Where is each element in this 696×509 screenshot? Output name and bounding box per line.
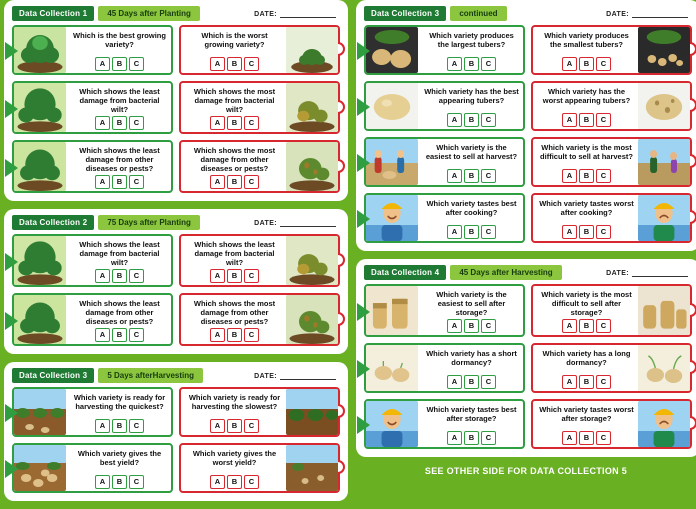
answer-choice-a[interactable]: A (210, 116, 225, 130)
question-row (364, 343, 692, 393)
question-body (418, 83, 523, 129)
question-unit[interactable] (364, 193, 525, 243)
question-unit[interactable] (179, 443, 340, 493)
date-input-line[interactable] (280, 9, 336, 18)
block-data-collection-2 (4, 209, 348, 354)
block-tag: Data Collection 3 (364, 6, 446, 21)
block-tag: Data Collection 4 (364, 265, 446, 280)
answer-choice-b[interactable]: B (227, 419, 242, 433)
question-body (66, 236, 171, 285)
answer-choice-b[interactable]: B (227, 116, 242, 130)
answer-choice-b[interactable]: B (464, 431, 479, 445)
question-thumbnail-storage-sacks-easy (366, 286, 418, 335)
answer-choice-b[interactable]: B (464, 57, 479, 71)
block-subtitle: 5 Days afterHarvesting (98, 368, 203, 383)
question-text: Which is the worst growing variety? (201, 31, 268, 49)
answer-choice-c[interactable]: C (481, 375, 496, 389)
question-thumbnail-person-tasting-good (366, 401, 418, 447)
question-unit[interactable] (531, 137, 692, 187)
question-text: Which variety tastes worst after storage? (539, 405, 634, 423)
answer-choices[interactable] (185, 116, 284, 130)
question-unit[interactable] (364, 343, 525, 393)
answer-choice-c[interactable]: C (481, 57, 496, 71)
answer-choice-b[interactable]: B (112, 116, 127, 130)
answer-choice-a[interactable]: A (447, 225, 462, 239)
question-body (66, 83, 171, 132)
question-unit[interactable] (364, 399, 525, 449)
question-unit[interactable] (179, 140, 340, 193)
question-thumbnail-tubers-large (366, 27, 418, 73)
question-body (181, 236, 286, 285)
answer-choices[interactable] (70, 269, 169, 283)
question-text: Which shows the least damage from bacterial wilt? (194, 240, 275, 267)
best-marker-triangle-icon (357, 210, 373, 226)
answer-choice-b[interactable]: B (112, 419, 127, 433)
question-thumbnail-person-tasting-good (366, 195, 418, 241)
answer-choice-a[interactable]: A (210, 57, 225, 71)
answer-choice-b[interactable]: B (579, 169, 594, 183)
answer-choices[interactable] (185, 57, 284, 71)
question-text: Which shows the least damage from other diseases or pests? (79, 299, 160, 326)
answer-choices[interactable] (70, 57, 169, 71)
question-row (12, 140, 340, 193)
date-label: DATE: (254, 220, 277, 227)
question-row (364, 399, 692, 449)
question-text: Which variety is the most difficult to sell at harvest? (540, 143, 633, 161)
answer-choice-c[interactable]: C (244, 116, 259, 130)
answer-choice-a[interactable]: A (562, 169, 577, 183)
question-text: Which shows the least damage from bacterial wilt? (79, 240, 160, 267)
best-marker-triangle-icon (5, 159, 21, 175)
answer-choice-b[interactable]: B (112, 475, 127, 489)
question-unit[interactable] (12, 25, 173, 75)
answer-choice-a[interactable]: A (210, 419, 225, 433)
answer-choice-a[interactable]: A (562, 319, 577, 333)
best-marker-triangle-icon (5, 42, 21, 58)
answer-choices[interactable] (422, 169, 521, 183)
question-thumbnail-field-yield-poor (286, 445, 338, 491)
date-label: DATE: (606, 270, 629, 277)
answer-choice-a[interactable]: A (562, 375, 577, 389)
question-thumbnail-potato-plant-leafy (14, 236, 66, 285)
question-unit[interactable] (364, 284, 525, 337)
question-text: Which shows the least damage from other diseases or pests? (79, 146, 160, 173)
question-text: Which variety has a short dormancy? (426, 349, 517, 367)
answer-choice-b[interactable]: B (227, 328, 242, 342)
question-unit[interactable] (12, 387, 173, 437)
question-body (181, 83, 286, 132)
question-unit[interactable] (12, 140, 173, 193)
answer-choice-a[interactable]: A (447, 113, 462, 127)
answer-choices[interactable] (537, 319, 636, 333)
answer-choice-c[interactable]: C (244, 419, 259, 433)
answer-choice-b[interactable]: B (579, 57, 594, 71)
answer-choice-b[interactable]: B (464, 113, 479, 127)
question-body (66, 389, 171, 435)
answer-choice-b[interactable]: B (464, 375, 479, 389)
answer-choice-a[interactable]: A (447, 169, 462, 183)
answer-choices[interactable] (422, 57, 521, 71)
answer-choice-c[interactable]: C (244, 475, 259, 489)
question-body (181, 142, 286, 191)
answer-choices[interactable] (70, 328, 169, 342)
answer-choices[interactable] (422, 431, 521, 445)
question-unit[interactable] (179, 81, 340, 134)
question-text: Which variety produces the smallest tubers? (544, 31, 629, 49)
answer-choice-c[interactable]: C (596, 319, 611, 333)
answer-choice-a[interactable]: A (210, 175, 225, 189)
question-text: Which variety is the most difficult to sell after storage? (541, 290, 632, 317)
answer-choice-b[interactable]: B (112, 328, 127, 342)
answer-choice-b[interactable]: B (227, 269, 242, 283)
answer-choices[interactable] (70, 175, 169, 189)
question-text: Which variety tastes best after storage? (426, 405, 517, 423)
answer-choice-b[interactable]: B (227, 57, 242, 71)
question-body (533, 139, 638, 185)
answer-choice-b[interactable]: B (112, 57, 127, 71)
answer-choice-c[interactable]: C (244, 328, 259, 342)
question-row (12, 443, 340, 493)
question-body (181, 445, 286, 491)
answer-choice-c[interactable]: C (244, 175, 259, 189)
question-body (533, 286, 638, 335)
answer-choices[interactable] (70, 419, 169, 433)
best-marker-triangle-icon (357, 360, 373, 376)
block-tag: Data Collection 3 (12, 368, 94, 383)
date-field[interactable] (606, 268, 692, 277)
question-thumbnail-potato-plant-poor (286, 27, 338, 73)
question-text: Which variety gives the worst yield? (192, 449, 277, 467)
answer-choices[interactable] (537, 113, 636, 127)
answer-choices[interactable] (422, 225, 521, 239)
answer-choices[interactable] (185, 328, 284, 342)
question-body (181, 27, 286, 73)
answer-choice-c[interactable]: C (129, 116, 144, 130)
question-row (12, 234, 340, 287)
answer-choice-c[interactable]: C (244, 57, 259, 71)
left-column (4, 0, 348, 509)
best-marker-triangle-icon (5, 253, 21, 269)
block-header (12, 368, 340, 383)
question-text: Which variety tastes best after cooking? (426, 199, 517, 217)
question-row (364, 284, 692, 337)
question-text: Which variety tastes worst after cooking? (539, 199, 634, 217)
question-thumbnail-field-harvest-ready (14, 389, 66, 435)
best-marker-triangle-icon (357, 154, 373, 170)
question-row (364, 25, 692, 75)
block-subtitle: 45 Days after Harvesting (450, 265, 561, 280)
answer-choices[interactable] (185, 419, 284, 433)
question-thumbnail-potato-plant-green (14, 142, 66, 191)
date-label: DATE: (254, 373, 277, 380)
question-unit[interactable] (179, 234, 340, 287)
block-header (364, 6, 692, 21)
question-thumbnail-potato-plant-healthy (14, 27, 66, 73)
answer-choices[interactable] (422, 375, 521, 389)
question-thumbnail-potato-plant-green (14, 295, 66, 344)
date-input-line[interactable] (632, 268, 688, 277)
date-field[interactable] (606, 9, 692, 18)
question-text: Which variety is ready for harvesting the quickest? (73, 393, 166, 411)
question-body (66, 295, 171, 344)
question-thumbnail-potato-plant-wilted (286, 236, 338, 285)
question-text: Which shows the most damage from other diseases or pests? (193, 146, 276, 173)
question-unit[interactable] (531, 25, 692, 75)
answer-choice-a[interactable]: A (562, 431, 577, 445)
answer-choices[interactable] (537, 431, 636, 445)
footer-note: SEE OTHER SIDE FOR DATA COLLECTION 5 (424, 466, 628, 476)
right-column (356, 0, 696, 465)
best-marker-triangle-icon (5, 460, 21, 476)
question-thumbnail-person-tasting-bad (638, 401, 690, 447)
answer-choice-a[interactable]: A (95, 57, 110, 71)
question-unit[interactable] (12, 81, 173, 134)
question-row (364, 81, 692, 131)
answer-choice-a[interactable]: A (447, 57, 462, 71)
answer-choice-c[interactable]: C (596, 169, 611, 183)
question-thumbnail-person-tasting-bad (638, 195, 690, 241)
question-thumbnail-tubers-small (638, 27, 690, 73)
question-body (533, 83, 638, 129)
answer-choice-c[interactable]: C (481, 319, 496, 333)
block-subtitle: 75 Days after Planting (98, 215, 200, 230)
answer-choice-c[interactable]: C (129, 269, 144, 283)
question-unit[interactable] (364, 81, 525, 131)
answer-choice-b[interactable]: B (227, 475, 242, 489)
question-unit[interactable] (531, 343, 692, 393)
question-thumbnail-field-yield-good (14, 445, 66, 491)
date-field[interactable] (254, 218, 340, 227)
block-subtitle: continued (450, 6, 506, 21)
date-label: DATE: (254, 11, 277, 18)
answer-choice-b[interactable]: B (579, 375, 594, 389)
answer-choice-a[interactable]: A (95, 328, 110, 342)
question-unit[interactable] (179, 387, 340, 437)
question-body (418, 345, 523, 391)
answer-choice-a[interactable]: A (447, 375, 462, 389)
answer-choice-b[interactable]: B (112, 175, 127, 189)
answer-choice-c[interactable]: C (596, 431, 611, 445)
question-text: Which is the best growing variety? (73, 31, 166, 49)
question-unit[interactable] (531, 284, 692, 337)
question-thumbnail-market-selling-hard (638, 139, 690, 185)
question-unit[interactable] (364, 137, 525, 187)
answer-choice-a[interactable]: A (95, 475, 110, 489)
answer-choice-a[interactable]: A (562, 57, 577, 71)
answer-choice-a[interactable]: A (95, 419, 110, 433)
question-body (418, 195, 523, 241)
question-thumbnail-market-selling-easy (366, 139, 418, 185)
answer-choice-b[interactable]: B (112, 269, 127, 283)
answer-choices[interactable] (70, 116, 169, 130)
question-unit[interactable] (12, 234, 173, 287)
answer-choice-c[interactable]: C (481, 431, 496, 445)
question-thumbnail-field-harvest-slow (286, 389, 338, 435)
question-text: Which variety has the best appearing tubers? (424, 87, 519, 105)
question-thumbnail-tubers-sprouting-short (366, 345, 418, 391)
block-data-collection-1 (4, 0, 348, 201)
answer-choice-a[interactable]: A (95, 269, 110, 283)
question-thumbnail-potato-plant-damaged (286, 142, 338, 191)
answer-choice-c[interactable]: C (481, 169, 496, 183)
answer-choice-c[interactable]: C (129, 475, 144, 489)
block-tag: Data Collection 1 (12, 6, 94, 21)
block-header (12, 215, 340, 230)
question-unit[interactable] (531, 81, 692, 131)
answer-choice-b[interactable]: B (227, 175, 242, 189)
block-header (364, 265, 692, 280)
question-row (12, 293, 340, 346)
answer-choice-c[interactable]: C (596, 375, 611, 389)
question-unit[interactable] (179, 293, 340, 346)
date-input-line[interactable] (280, 218, 336, 227)
question-thumbnail-tuber-rough (638, 83, 690, 129)
block-header (12, 6, 340, 21)
best-marker-triangle-icon (5, 404, 21, 420)
answer-choices[interactable] (537, 225, 636, 239)
date-field[interactable] (254, 371, 340, 380)
date-input-line[interactable] (632, 9, 688, 18)
answer-choice-c[interactable]: C (481, 225, 496, 239)
question-row (12, 81, 340, 134)
block-tag: Data Collection 2 (12, 215, 94, 230)
question-text: Which variety has a long dormancy? (542, 349, 631, 367)
answer-choice-b[interactable]: B (579, 319, 594, 333)
question-text: Which shows the most damage from bacterial wilt? (193, 87, 276, 114)
question-thumbnail-potato-plant-leafy (14, 83, 66, 132)
question-body (533, 401, 638, 447)
block-data-collection-3a (4, 362, 348, 501)
question-body (418, 27, 523, 73)
answer-choices[interactable] (70, 475, 169, 489)
question-thumbnail-potato-plant-wilted (286, 83, 338, 132)
answer-choice-c[interactable]: C (129, 175, 144, 189)
question-thumbnail-tuber-smooth (366, 83, 418, 129)
answer-choice-c[interactable]: C (129, 328, 144, 342)
question-body (66, 27, 171, 73)
question-row (12, 387, 340, 437)
question-text: Which variety is ready for harvesting the slowest? (188, 393, 281, 411)
answer-choice-a[interactable]: A (210, 269, 225, 283)
answer-choice-b[interactable]: B (579, 113, 594, 127)
answer-choice-c[interactable]: C (244, 269, 259, 283)
answer-choices[interactable] (185, 475, 284, 489)
answer-choices[interactable] (185, 269, 284, 283)
answer-choice-b[interactable]: B (464, 319, 479, 333)
answer-choice-a[interactable]: A (447, 319, 462, 333)
question-text: Which variety is the easiest to sell after storage? (436, 290, 507, 317)
question-unit[interactable] (179, 25, 340, 75)
answer-choice-b[interactable]: B (464, 225, 479, 239)
question-body (533, 195, 638, 241)
question-body (418, 401, 523, 447)
question-body (66, 142, 171, 191)
answer-choice-a[interactable]: A (95, 175, 110, 189)
answer-choice-b[interactable]: B (464, 169, 479, 183)
best-marker-triangle-icon (357, 303, 373, 319)
question-unit[interactable] (12, 293, 173, 346)
question-text: Which shows the most damage from other diseases or pests? (193, 299, 276, 326)
answer-choice-c[interactable]: C (596, 225, 611, 239)
question-text: Which variety has the worst appearing tubers? (542, 87, 631, 105)
question-row (364, 137, 692, 187)
question-unit[interactable] (531, 399, 692, 449)
question-row (12, 25, 340, 75)
answer-choice-a[interactable]: A (210, 328, 225, 342)
best-marker-triangle-icon (5, 312, 21, 328)
answer-choice-c[interactable]: C (481, 113, 496, 127)
question-body (418, 286, 523, 335)
answer-choices[interactable] (537, 57, 636, 71)
question-body (418, 139, 523, 185)
question-row (364, 193, 692, 243)
answer-choice-a[interactable]: A (562, 113, 577, 127)
question-body (181, 389, 286, 435)
date-input-line[interactable] (280, 371, 336, 380)
best-marker-triangle-icon (357, 42, 373, 58)
answer-choices[interactable] (422, 319, 521, 333)
answer-choice-a[interactable]: A (447, 431, 462, 445)
answer-choice-b[interactable]: B (579, 431, 594, 445)
answer-choice-c[interactable]: C (129, 57, 144, 71)
best-marker-triangle-icon (357, 98, 373, 114)
question-unit[interactable] (531, 193, 692, 243)
answer-choice-a[interactable]: A (562, 225, 577, 239)
question-thumbnail-storage-sacks-hard (638, 286, 690, 335)
question-text: Which shows the least damage from bacterial wilt? (79, 87, 160, 114)
answer-choice-c[interactable]: C (129, 419, 144, 433)
date-label: DATE: (606, 11, 629, 18)
question-thumbnail-tubers-sprouting-long (638, 345, 690, 391)
best-marker-triangle-icon (5, 100, 21, 116)
answer-choice-c[interactable]: C (596, 57, 611, 71)
answer-choices[interactable] (185, 175, 284, 189)
answer-choice-c[interactable]: C (596, 113, 611, 127)
block-subtitle: 45 Days after Planting (98, 6, 200, 21)
answer-choice-b[interactable]: B (579, 225, 594, 239)
question-thumbnail-potato-plant-damaged (286, 295, 338, 344)
question-unit[interactable] (12, 443, 173, 493)
question-unit[interactable] (364, 25, 525, 75)
question-text: Which variety produces the largest tubers? (429, 31, 514, 49)
answer-choices[interactable] (537, 169, 636, 183)
answer-choice-a[interactable]: A (210, 475, 225, 489)
answer-choices[interactable] (537, 375, 636, 389)
block-data-collection-3b (356, 0, 696, 251)
question-body (66, 445, 171, 491)
question-text: Which variety is the easiest to sell at harvest? (425, 143, 518, 161)
question-body (181, 295, 286, 344)
block-data-collection-4 (356, 259, 696, 457)
answer-choice-a[interactable]: A (95, 116, 110, 130)
question-body (533, 27, 638, 73)
date-field[interactable] (254, 9, 340, 18)
answer-choices[interactable] (422, 113, 521, 127)
best-marker-triangle-icon (357, 416, 373, 432)
question-text: Which variety gives the best yield? (77, 449, 162, 467)
question-body (533, 345, 638, 391)
